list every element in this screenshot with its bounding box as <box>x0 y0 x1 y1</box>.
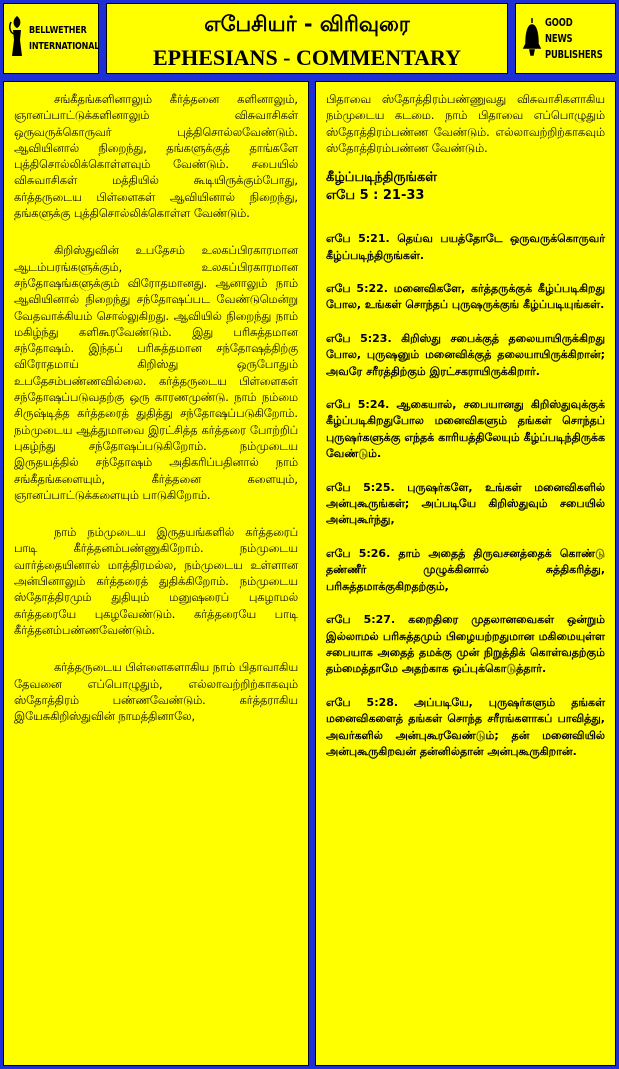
scripture-verse: எபே 5:28. அப்படியே, புருஷர்களும் தங்கள் மனைவிகளைத் தங்கள் சொந்த சரீரங்களாகப் பாவித்து, அவர்களில் அன்புகூரவேண்டும்; தன் மனைவியில் அன்புகூருகிறவன் தன்னில்தான் அன்புகூருகிறான். <box>326 695 605 758</box>
commentary-paragraph: கிறிஸ்துவின் உபதேசம் உலகப்பிரகாரமான ஆடம்பரங்களுக்கும், உலகப்பிரகாரமான சந்தோஷங்களுக்கும் விரோதமானது. ஆனாலும் நாம் ஆவியினால் நிறைந்து சந்தோஷப்பட வேண்டுமென்று வேதவாக்கியம் சொல்லுகிறது. ஆவியில் நிறைந்து நாம் மகிழ்ந்து களிகூரவேண்டும். இது பரிசுத்தமான சந்தோஷம். இந்தப் பரிசுத்தமான சந்தோஷத்திற்கு விரோதமாய் கிறிஸ்து ஒருபோதும் உபதேசம்பண்ணவில்லை. கர்த்தருடைய பிள்ளைகள் சந்தோஷப்படுவதற்கு ஒரு காரணமுண்டு. நாம் நம்மை சிருஷ்டித்த கர்த்தரைத் துதித்து சந்தோஷப்படுகிறோம். நம்முடைய ஆத்துமாவை இரட்சித்த கர்த்தரை போற்றிப் புகழ்ந்து சந்தோஷப்படுகிறோம். நம்முடைய இருதயத்தில் சந்தோஷம் அதிகரிப்பதினால் நாம் சங்கீதங்களையும், கீர்த்தனை களையும், ஞானப்பாட்டுக்களையும் பாடுகிறோம். <box>14 244 298 502</box>
ram-logo-icon <box>8 14 26 64</box>
scripture-verse: எபே 5:26. தாம் அதைத் திருவசனத்தைக் கொண்டு தண்ணீர் முழுக்கினால் சுத்திகரித்து, பரிசுத்தமாக்குகிறதற்கும், <box>326 546 605 593</box>
publisher-logo-right <box>515 3 616 74</box>
commentary-paragraph: பிதாவை ஸ்தோத்திரம்பண்ணுவது விசுவாசிகளாகிய நம்முடைய கடமை. நாம் பிதாவை எப்பொழுதும் ஸ்தோத்திரம்பண்ண வேண்டும். எல்லாவற்றிற்காகவும் ஸ்தோத்திரம்பண்ண வேண்டும். <box>326 93 605 155</box>
publisher-right-line2: PUBLISHERS <box>545 48 603 61</box>
publisher-logo-left <box>3 3 99 74</box>
title-english: EPHESIANS - COMMENTARY <box>152 45 462 70</box>
scripture-verse: எபே 5:22. மனைவிகளே, கர்த்தருக்குக் கீழ்ப்படிகிறது போல, உங்கள் சொந்தப் புருஷருக்குங் கீழ்ப்படியுங்கள். <box>326 282 605 312</box>
scripture-verse: எபே 5:24. ஆகையால், சபையானது கிறிஸ்துவுக்குக் கீழ்ப்படிகிறதுபோல மனைவிகளும் தங்கள் சொந்தப் புருஷர்களுக்கு எந்தக் காரியத்திலேயும் கீழ்ப்படிந்திருக்க வேண்டும். <box>326 398 605 461</box>
commentary-paragraph: நாம் நம்முடைய இருதயங்களில் கர்த்தரைப் பாடி கீர்த்தனம்பண்ணுகிறோம். நம்முடைய வார்த்தையினால் மாத்திரமல்ல, நம்முடைய உள்ளான அன்பினாலும் கர்த்தரைத் துதிக்கிறோம். நம்முடைய ஸ்தோத்திரமும் துதியும் மனுஷரைப் புகழாமல் கர்த்தரையே புகழவேண்டும். கர்த்தரையே பாடி கீர்த்தனம்பண்ணவேண்டும். <box>14 526 298 637</box>
scripture-verse: எபே 5:25. புருஷர்களே, உங்கள் மனைவிகளில் அன்புகூருங்கள்; அப்படியே கிறிஸ்துவும் சபையில் அன்புகூர்ந்து, <box>326 480 605 527</box>
section-heading-reference: எபே 5 : 21-33 <box>326 188 425 204</box>
scripture-verse: எபே 5:21. தெய்வ பயத்தோடே ஒருவருக்கொருவர் கீழ்ப்படிந்திருங்கள். <box>326 232 605 262</box>
publisher-left-line1: BELLWETHER <box>29 24 87 36</box>
bell-logo-icon <box>522 14 542 64</box>
scripture-verse: எபே 5:23. கிறிஸ்து சபைக்குத் தலையாயிருக்கிறது போல, புருஷனும் மனைவிக்குத் தலையாயிருக்கிறான்; அவரே சரீரத்திற்கும் இரட்சகராயிருக்கிறார். <box>326 331 605 378</box>
commentary-paragraph: கர்த்தருடைய பிள்ளைகளாகிய நாம் பிதாவாகிய தேவனை எப்பொழுதும், எல்லாவற்றிற்காகவும் ஸ்தோத்திரம் பண்ணவேண்டும். கர்த்தராகிய இயேசுகிறிஸ்துவின் நாமத்தினாலே, <box>14 661 298 724</box>
section-heading-title: கீழ்ப்படிந்திருங்கள் <box>326 170 437 186</box>
section-heading <box>326 169 605 205</box>
publisher-right-line1: GOOD NEWS <box>545 16 573 45</box>
publisher-left-line2: INTERNATIONAL <box>29 40 100 52</box>
title-banner <box>106 3 508 74</box>
commentary-column-right <box>315 81 616 1066</box>
commentary-paragraph: சங்கீதங்களினாலும் கீர்த்தனை களினாலும், ஞானப்பாட்டுக்களினாலும் விசுவாசிகள் ஒருவருக்கொருவர் புத்திசொல்லவேண்டும். ஆவியினால் நிறைந்து, தங்களுக்குத் தாங்களே புத்திசொல்லிக்கொள்ளவும் வேண்டும். சபையில் விசுவாசிகள் மத்தியில் கூடியிருக்கும்போது, கர்த்தருடைய பிள்ளைகள் ஆவியினால் நிறைந்து, தங்களுக்கு புத்திசொல்லிக்கொள்ள வேண்டும். <box>14 93 298 221</box>
commentary-column-left <box>3 81 309 1066</box>
title-tamil: எபேசியர் - விரிவுரை <box>204 12 410 36</box>
scripture-verse: எபே 5:27. கறைதிரை முதலானவைகள் ஒன்றும் இல்லாமல் பரிசுத்தமும் பிழையற்றதுமான மகிமையுள்ள சபையாக அதைத் தமக்கு முன் நிறுத்திக் கொள்வதற்கும் தம்மைத்தாமே அதற்காக ஒப்புக்கொடுத்தார். <box>326 613 605 676</box>
